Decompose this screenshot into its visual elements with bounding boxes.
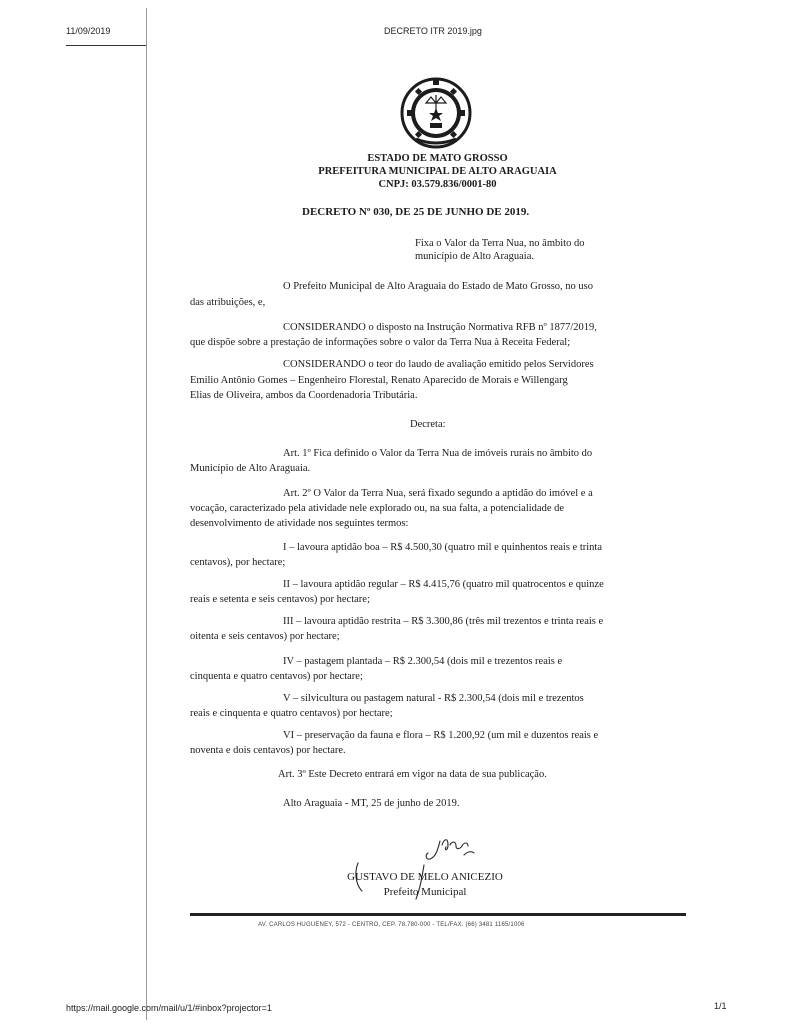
item-iii-line-2: oitenta e seis centavos) por hectare;	[190, 631, 340, 642]
print-page-count: 1/1	[714, 1001, 727, 1011]
decree-title: DECRETO Nº 030, DE 25 DE JUNHO DE 2019.	[302, 206, 530, 218]
decreta-label: Decreta:	[410, 419, 446, 430]
preamble-line-1: O Prefeito Municipal de Alto Araguaia do Estado de Mato Grosso, no uso	[283, 281, 593, 292]
print-url: https://mail.google.com/mail/u/1/#inbox?projector=1	[66, 1003, 272, 1013]
municipality-heading: PREFEITURA MUNICIPAL DE ALTO ARAGUAIA	[318, 166, 557, 177]
art2-line-1: Art. 2º O Valor da Terra Nua, será fixado segundo a aptidão do imóvel e a	[283, 488, 593, 499]
item-i-line-2: centavos), por hectare;	[190, 557, 286, 568]
ementa-line-1: Fixa o Valor da Terra Nua, no âmbito do	[415, 238, 585, 249]
scan-top-edge	[66, 45, 146, 46]
place-date: Alto Araguaia - MT, 25 de junho de 2019.	[283, 798, 460, 809]
art1-line-1: Art. 1º Fica definido o Valor da Terra Nua de imóveis rurais no âmbito do	[283, 448, 593, 459]
considerando-1-line-2: que dispõe sobre a prestação de informações sobre o valor da Terra Nua à Receita Federal;	[190, 337, 571, 348]
item-vi-line-2: noventa e dois centavos) por hectare.	[190, 745, 346, 756]
signatory-role: Prefeito Municipal	[383, 886, 467, 898]
item-i-line-1: I – lavoura aptidão boa – R$ 4.500,30 (quatro mil e quinhentos reais e trinta	[283, 542, 603, 553]
ementa-line-2: município de Alto Araguaia.	[415, 251, 534, 262]
considerando-2-line-2: Emilio Antônio Gomes – Engenheiro Florestal, Renato Aparecido de Morais e Willengarg	[190, 375, 568, 386]
print-file-title: DECRETO ITR 2019.jpg	[384, 26, 482, 36]
signatory-name: GUSTAVO DE MELO ANICEZIO	[347, 871, 503, 883]
item-ii-line-2: reais e setenta e seis centavos) por hectare;	[190, 594, 370, 605]
considerando-2-line-3: Elias de Oliveira, ambos da Coordenadoria Tributária.	[190, 390, 418, 401]
preamble-line-2: das atribuições, e,	[190, 297, 266, 308]
municipal-seal-icon	[400, 77, 472, 149]
art2-line-2: vocação, caracterizado pela atividade nele explorado ou, na sua falta, a potencialidade de	[190, 503, 565, 514]
scan-left-edge	[146, 8, 147, 1020]
footer-rule	[190, 913, 686, 916]
art3-text: Art. 3º Este Decreto entrará em vigor na data de sua publicação.	[278, 769, 547, 780]
item-iv-line-1: IV – pastagem plantada – R$ 2.300,54 (dois mil e trezentos reais e	[283, 656, 563, 667]
item-iii-line-1: III – lavoura aptidão restrita – R$ 3.300,86 (três mil trezentos e trinta reais e	[283, 616, 604, 627]
state-heading: ESTADO DE MATO GROSSO	[367, 153, 508, 164]
item-vi-line-1: VI – preservação da fauna e flora – R$ 1.200,92 (um mil e duzentos reais e	[283, 730, 599, 741]
item-ii-line-1: II – lavoura aptidão regular – R$ 4.415,76 (quatro mil quatrocentos e quinze	[283, 579, 604, 590]
art1-line-2: Município de Alto Araguaia.	[190, 463, 311, 474]
considerando-2-line-1: CONSIDERANDO o teor do laudo de avaliação emitido pelos Servidores	[283, 359, 594, 370]
footer-address: AV. CARLOS HUGUENEY, 572 - CENTRO, CEP. 78.780-000 - TEL/FAX. (66) 3481 1165/1006	[258, 922, 525, 928]
item-v-line-2: reais e cinquenta e quatro centavos) por hectare;	[190, 708, 393, 719]
cnpj-text: CNPJ: 03.579.836/0001-80	[378, 179, 497, 190]
considerando-1-line-1: CONSIDERANDO o disposto na Instrução Normativa RFB nº 1877/2019,	[283, 322, 597, 333]
print-date: 11/09/2019	[66, 26, 111, 36]
item-iv-line-2: cinquenta e quatro centavos) por hectare;	[190, 671, 363, 682]
art2-line-3: desenvolvimento de atividade nos seguintes termos:	[190, 518, 409, 529]
item-v-line-1: V – silvicultura ou pastagem natural - R$ 2.300,54 (dois mil e trezentos	[283, 693, 584, 704]
